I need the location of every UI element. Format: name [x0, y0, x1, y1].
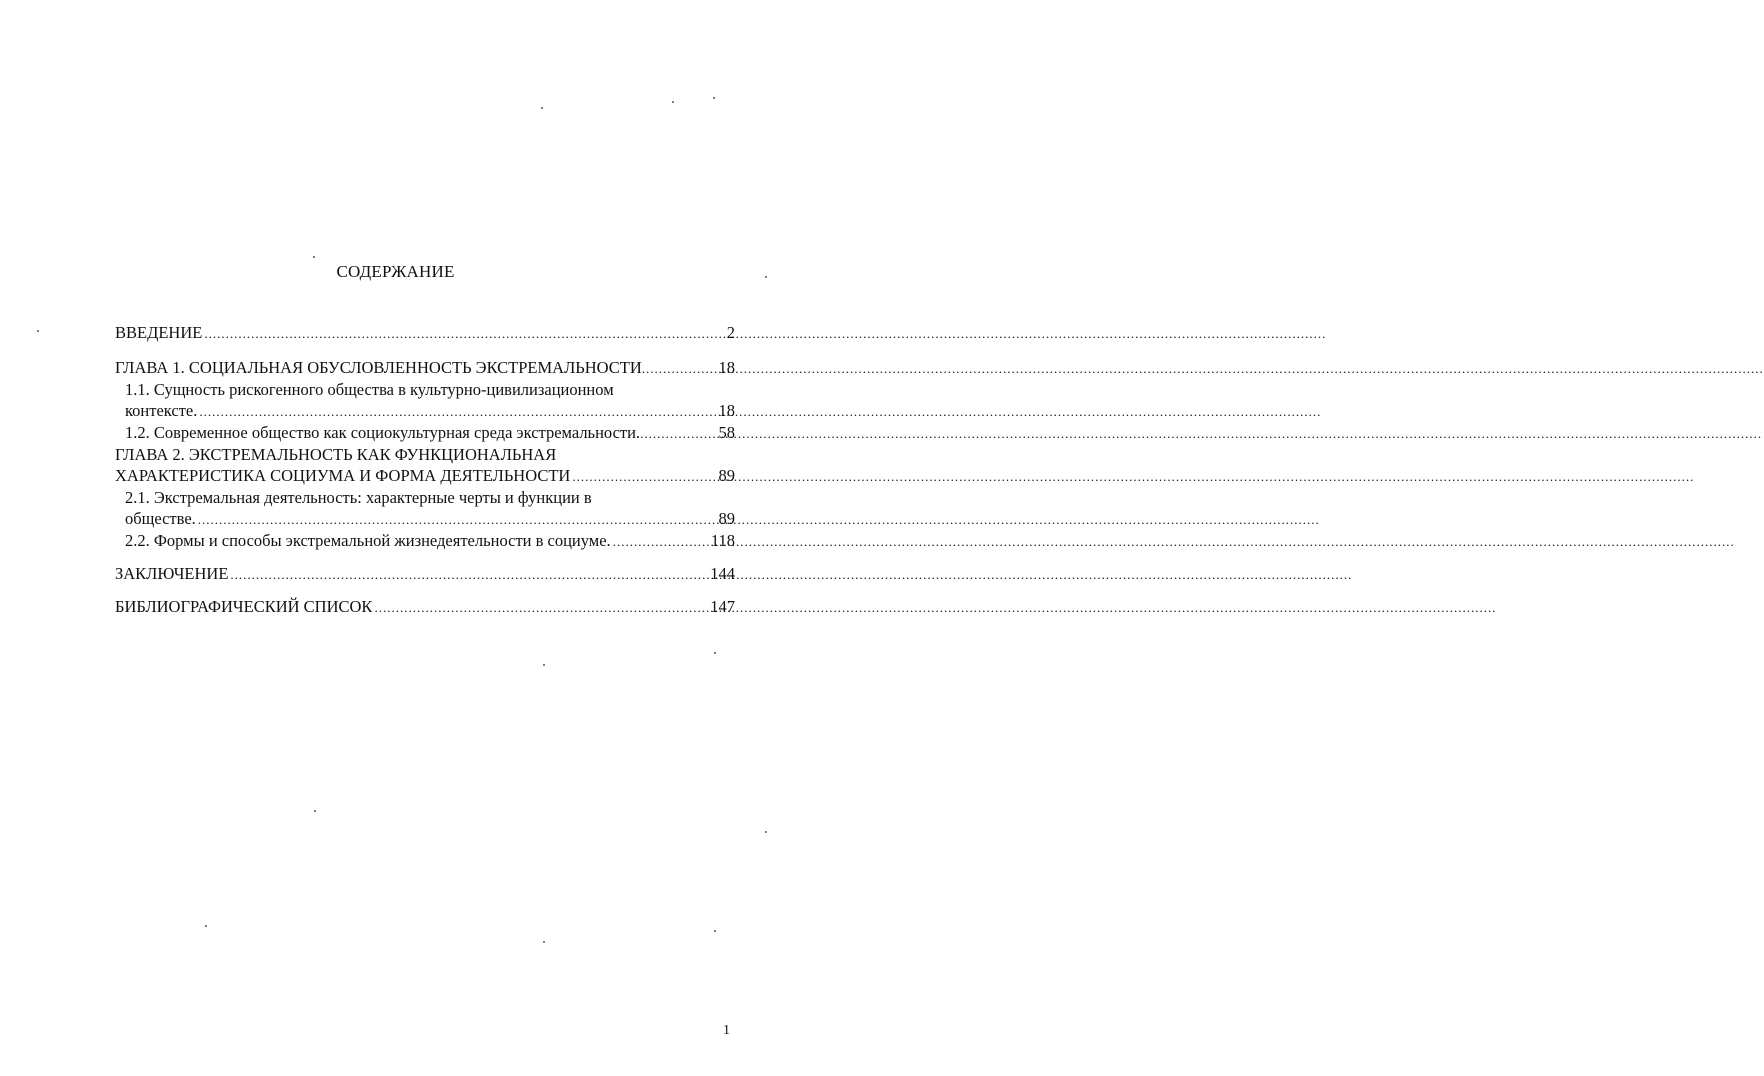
scan-speck: [713, 97, 715, 99]
toc-entry-chapter-1[interactable]: [115, 357, 735, 379]
scan-speck: [543, 941, 545, 943]
toc-page-number: 58: [718, 423, 735, 442]
toc-entry-chapter-2[interactable]: [115, 444, 735, 487]
toc-entry-section-2-2[interactable]: [115, 530, 735, 552]
toc-page-number: 118: [710, 531, 735, 550]
scan-speck: [714, 652, 716, 654]
toc-entry-text: 1.2. Современное общество как социокультурная среда экстремальности.: [125, 423, 641, 442]
toc-entry-section-1-2[interactable]: [115, 422, 735, 444]
toc-entry-section-2-1[interactable]: [115, 487, 735, 530]
toc-page-number: 89: [718, 509, 735, 528]
toc-entry-bibliography[interactable]: [115, 596, 735, 618]
toc-page-number: 2: [726, 323, 735, 342]
toc-entry-text: обществе.: [125, 509, 196, 528]
scan-speck: [672, 101, 674, 103]
scan-speck: [714, 930, 716, 932]
dot-leader: [199, 401, 716, 422]
toc-entry-text-line: 2.1. Экстремальная деятельность: характерные черты и функции в: [125, 488, 592, 507]
dot-leader: [613, 531, 709, 552]
toc-entry-text-line: 1.1. Сущность рискогенного общества в культурно-цивилизационном: [125, 380, 614, 399]
scan-speck: [313, 256, 315, 258]
toc-page-number: 18: [718, 358, 735, 377]
page-title: СОДЕРЖАНИЕ: [336, 262, 455, 281]
scan-speck: [37, 330, 39, 332]
toc-page-number: 89: [718, 466, 735, 485]
document-page: [0, 0, 791, 1076]
dot-leader: [642, 358, 719, 379]
dot-leader: [204, 323, 724, 344]
toc-entry-text-line: ГЛАВА 2. ЭКСТРЕМАЛЬНОСТЬ КАК ФУНКЦИОНАЛЬНАЯ: [115, 445, 557, 464]
toc-entry-text: ГЛАВА 1. СОЦИАЛЬНАЯ ОБУСЛОВЛЕННОСТЬ ЭКСТРЕМАЛЬНОСТИ: [115, 358, 642, 377]
scan-speck: [765, 276, 767, 278]
scan-speck: [541, 107, 543, 109]
table-of-contents: [115, 322, 735, 618]
toc-entry-text: контексте.: [125, 401, 198, 420]
scan-speck: [314, 810, 316, 812]
scan-speck: [205, 925, 207, 927]
scan-speck: [543, 664, 545, 666]
page-number: 1: [723, 1023, 730, 1038]
dot-leader: [640, 423, 716, 444]
toc-page-number: 144: [710, 564, 735, 583]
dot-leader: [230, 564, 708, 585]
dot-leader: [374, 597, 708, 618]
scan-speck: [765, 831, 767, 833]
toc-entry-text: ВВЕДЕНИЕ: [115, 323, 203, 342]
toc-entry-text: ХАРАКТЕРИСТИКА СОЦИУМА И ФОРМА ДЕЯТЕЛЬНОСТИ: [115, 466, 571, 485]
dot-leader: [572, 466, 716, 487]
toc-entry-text: БИБЛИОГРАФИЧЕСКИЙ СПИСОК: [115, 597, 373, 616]
toc-entry-section-1-1[interactable]: [115, 379, 735, 422]
toc-page-number: 147: [710, 597, 735, 616]
toc-entry-text: 2.2. Формы и способы экстремальной жизнедеятельности в социуме.: [125, 531, 611, 550]
toc-entry-text: ЗАКЛЮЧЕНИЕ: [115, 564, 229, 583]
toc-entry-introduction[interactable]: [115, 322, 735, 344]
toc-entry-conclusion[interactable]: [115, 563, 735, 585]
dot-leader: [198, 509, 717, 530]
toc-page-number: 18: [718, 401, 735, 420]
